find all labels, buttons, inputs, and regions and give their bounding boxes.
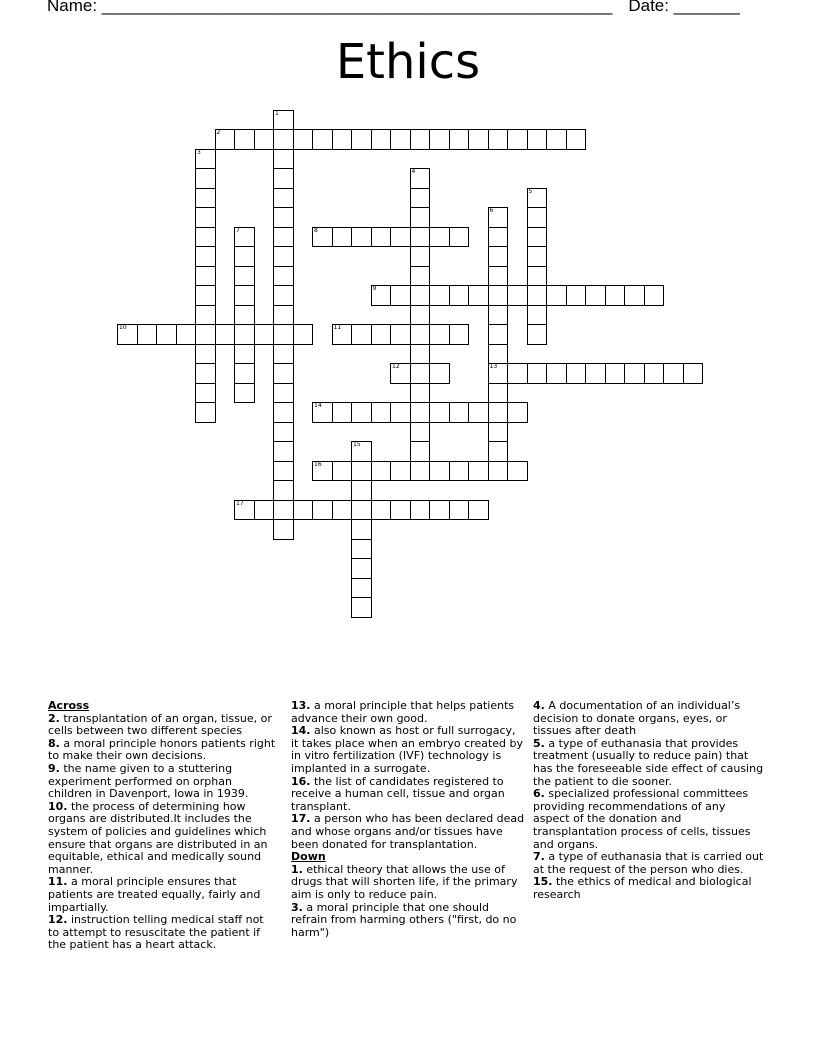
grid-cell[interactable] <box>195 227 216 248</box>
grid-cell[interactable] <box>410 441 431 462</box>
clue-number: 15 <box>353 441 361 448</box>
clue-number: 7 <box>236 226 240 234</box>
grid-cell[interactable] <box>273 149 294 170</box>
clue-number: 3 <box>197 148 201 156</box>
across-heading: Across <box>48 699 90 712</box>
grid-cell[interactable] <box>176 324 197 345</box>
grid-cell[interactable] <box>488 461 509 482</box>
clue-number: 8 <box>314 226 318 234</box>
grid-cell[interactable] <box>488 305 509 326</box>
grid-cell[interactable] <box>429 500 450 521</box>
grid-cell[interactable] <box>488 285 509 306</box>
grid-cell[interactable] <box>390 227 411 248</box>
grid-cell[interactable] <box>527 285 548 306</box>
grid-cell[interactable] <box>273 402 294 423</box>
grid-cell[interactable] <box>195 149 216 170</box>
grid-cell[interactable] <box>371 324 392 345</box>
grid-cell[interactable] <box>156 324 177 345</box>
grid-cell[interactable] <box>195 246 216 267</box>
grid-cell[interactable] <box>410 285 431 306</box>
grid-cell[interactable] <box>195 168 216 189</box>
grid-cell[interactable] <box>566 285 587 306</box>
grid-cell[interactable] <box>371 402 392 423</box>
grid-cell[interactable] <box>410 402 431 423</box>
grid-cell[interactable] <box>351 539 372 560</box>
grid-cell[interactable] <box>410 207 431 228</box>
grid-cell[interactable] <box>410 266 431 287</box>
clue-number: 1 <box>275 109 279 117</box>
grid-cell[interactable] <box>488 422 509 443</box>
grid-cell[interactable] <box>390 285 411 306</box>
clue-down-1: 1. ethical theory that allows the use of drugs that will shorten life, if the primary aim is only to reduce pain. <box>291 862 518 901</box>
grid-cell[interactable] <box>332 402 353 423</box>
name-field[interactable]: Name: ______________________________________________________ <box>47 0 613 15</box>
grid-cell[interactable] <box>312 461 333 482</box>
grid-cell[interactable] <box>527 227 548 248</box>
grid-cell[interactable] <box>488 266 509 287</box>
clue-number: 2 <box>216 129 221 136</box>
grid-cell[interactable] <box>273 188 294 209</box>
grid-cell[interactable] <box>449 402 470 423</box>
grid-cell[interactable] <box>390 363 411 384</box>
grid-cell[interactable] <box>449 227 470 248</box>
grid-cell[interactable] <box>351 597 372 618</box>
grid-cell[interactable] <box>410 227 431 248</box>
grid-cell[interactable] <box>585 285 606 306</box>
grid-cell[interactable] <box>429 227 450 248</box>
grid-cell[interactable] <box>449 285 470 306</box>
date-field[interactable]: Date: _______ <box>628 0 740 15</box>
grid-cell[interactable] <box>449 461 470 482</box>
grid-cell[interactable] <box>468 461 489 482</box>
grid-cell[interactable] <box>273 246 294 267</box>
clue-across-12: 12. instruction telling medical staff not to attempt to resuscitate the patient if the patient has a heart attack. <box>48 913 264 952</box>
clue-number: 13 <box>489 363 498 370</box>
grid-cell[interactable] <box>449 500 470 521</box>
grid-cell[interactable] <box>663 363 684 384</box>
grid-cell[interactable] <box>449 324 470 345</box>
grid-cell[interactable] <box>293 129 314 150</box>
grid-cell[interactable] <box>527 207 548 228</box>
clue-number: 9 <box>372 285 377 292</box>
grid-cell[interactable] <box>234 500 255 521</box>
grid-cell[interactable] <box>234 246 255 267</box>
clue-across-16: 16. the list of candidates registered to receive a human cell, tissue and organ transplant. <box>291 774 505 813</box>
grid-cell[interactable] <box>468 285 489 306</box>
page-title: Ethics <box>335 34 481 90</box>
grid-cell[interactable] <box>195 285 216 306</box>
grid-cell[interactable] <box>507 461 528 482</box>
clue-down-15: 15. the ethics of medical and biological research <box>533 875 752 901</box>
grid-cell[interactable] <box>468 402 489 423</box>
grid-cell[interactable] <box>410 305 431 326</box>
grid-cell[interactable] <box>273 207 294 228</box>
grid-cell[interactable] <box>507 363 528 384</box>
clue-number: 12 <box>392 363 400 370</box>
grid-cell[interactable] <box>273 227 294 248</box>
clue-down-6: 6. specialized professional committees providing recommendations of any aspect of the donation and transplantation process of cells, tissues and organs. <box>533 787 751 851</box>
grid-cell[interactable] <box>273 519 294 540</box>
grid-cell[interactable] <box>215 324 236 345</box>
grid-cell[interactable] <box>605 285 626 306</box>
grid-cell[interactable] <box>683 363 704 384</box>
grid-cell[interactable] <box>312 129 333 150</box>
grid-cell[interactable] <box>507 402 528 423</box>
grid-cell[interactable] <box>527 246 548 267</box>
grid-cell[interactable] <box>117 324 138 345</box>
clue-across-17: 17. a person who has been declared dead and whose organs and/or tissues have been donated for transplantation. <box>291 812 525 851</box>
grid-cell[interactable] <box>351 519 372 540</box>
clue-down-3: 3. a moral principle that one should refrain from harming others ("first, do no harm") <box>291 900 517 939</box>
grid-cell[interactable] <box>234 266 255 287</box>
grid-cell[interactable] <box>507 129 528 150</box>
grid-cell[interactable] <box>137 324 158 345</box>
grid-cell[interactable] <box>527 129 548 150</box>
grid-cell[interactable] <box>351 324 372 345</box>
grid-cell[interactable] <box>390 500 411 521</box>
grid-cell[interactable] <box>429 324 450 345</box>
grid-cell[interactable] <box>273 266 294 287</box>
grid-cell[interactable] <box>195 266 216 287</box>
grid-cell[interactable] <box>351 129 372 150</box>
grid-cell[interactable] <box>371 500 392 521</box>
grid-cell[interactable] <box>546 129 567 150</box>
grid-cell[interactable] <box>351 500 372 521</box>
grid-cell[interactable] <box>273 129 294 150</box>
grid-cell[interactable] <box>234 363 255 384</box>
clue-number: 4 <box>411 168 416 175</box>
grid-cell[interactable] <box>429 363 450 384</box>
grid-cell[interactable] <box>527 305 548 326</box>
grid-cell[interactable] <box>566 363 587 384</box>
grid-cell[interactable] <box>410 129 431 150</box>
grid-cell[interactable] <box>332 324 353 345</box>
grid-cell[interactable] <box>332 227 353 248</box>
grid-cell[interactable] <box>273 363 294 384</box>
grid-cell[interactable] <box>195 344 216 365</box>
grid-cell[interactable] <box>332 461 353 482</box>
grid-cell[interactable] <box>546 363 567 384</box>
grid-cell[interactable] <box>410 363 431 384</box>
grid-cell[interactable] <box>390 324 411 345</box>
clue-number: 6 <box>489 207 494 214</box>
grid-cell[interactable] <box>312 500 333 521</box>
grid-cell[interactable] <box>488 129 509 150</box>
grid-cell[interactable] <box>234 324 255 345</box>
grid-cell[interactable] <box>429 285 450 306</box>
grid-cell[interactable] <box>410 168 431 189</box>
grid-cell[interactable] <box>234 227 255 248</box>
grid-cell[interactable] <box>234 383 255 404</box>
grid-cell[interactable] <box>273 305 294 326</box>
grid-cell[interactable] <box>410 422 431 443</box>
grid-cell[interactable] <box>566 129 587 150</box>
grid-cell[interactable] <box>371 285 392 306</box>
clue-down-7: 7. a type of euthanasia that is carried out at the request of the person who dies. <box>533 850 764 876</box>
grid-cell[interactable] <box>644 285 665 306</box>
grid-cell[interactable] <box>312 227 333 248</box>
grid-cell[interactable] <box>371 129 392 150</box>
clue-across-2: 2. transplantation of an organ, tissue, or cells between two different species <box>48 711 272 738</box>
clue-column-3 <box>533 700 765 902</box>
grid-cell[interactable] <box>410 500 431 521</box>
grid-cell[interactable] <box>351 227 372 248</box>
grid-cell[interactable] <box>624 363 645 384</box>
grid-cell[interactable] <box>488 402 509 423</box>
grid-cell[interactable] <box>449 129 470 150</box>
clue-number: 11 <box>333 324 342 331</box>
grid-cell[interactable] <box>332 500 353 521</box>
grid-cell[interactable] <box>527 188 548 209</box>
grid-cell[interactable] <box>254 500 275 521</box>
clue-across-10: 10. the process of determining how organs are distributed.It includes the system of policies and guidelines which ensure that organs are distributed in an equitable, ethical and medically sound manner. <box>48 799 268 876</box>
grid-cell[interactable] <box>468 129 489 150</box>
grid-cell[interactable] <box>273 461 294 482</box>
grid-cell[interactable] <box>195 383 216 404</box>
grid-cell[interactable] <box>546 285 567 306</box>
grid-cell[interactable] <box>410 324 431 345</box>
grid-cell[interactable] <box>234 344 255 365</box>
grid-cell[interactable] <box>488 344 509 365</box>
grid-cell[interactable] <box>351 558 372 579</box>
grid-cell[interactable] <box>585 363 606 384</box>
grid-cell[interactable] <box>312 402 333 423</box>
grid-cell[interactable] <box>215 129 236 150</box>
grid-cell[interactable] <box>527 363 548 384</box>
grid-cell[interactable] <box>429 129 450 150</box>
grid-cell[interactable] <box>293 500 314 521</box>
grid-cell[interactable] <box>195 324 216 345</box>
grid-cell[interactable] <box>371 461 392 482</box>
grid-cell[interactable] <box>488 207 509 228</box>
grid-cell[interactable] <box>410 246 431 267</box>
grid-cell[interactable] <box>273 110 294 131</box>
grid-cell[interactable] <box>507 285 528 306</box>
grid-cell[interactable] <box>293 324 314 345</box>
grid-cell[interactable] <box>410 383 431 404</box>
clue-number: 16 <box>314 460 322 468</box>
grid-cell[interactable] <box>429 402 450 423</box>
clue-number: 5 <box>528 187 533 195</box>
grid-cell[interactable] <box>527 266 548 287</box>
grid-cell[interactable] <box>254 129 275 150</box>
grid-cell[interactable] <box>488 383 509 404</box>
grid-cell[interactable] <box>351 461 372 482</box>
grid-cell[interactable] <box>605 363 626 384</box>
grid-cell[interactable] <box>468 500 489 521</box>
grid-cell[interactable] <box>429 461 450 482</box>
grid-cell[interactable] <box>488 324 509 345</box>
grid-cell[interactable] <box>488 246 509 267</box>
grid-cell[interactable] <box>195 188 216 209</box>
grid-cell[interactable] <box>410 188 431 209</box>
grid-cell[interactable] <box>410 344 431 365</box>
grid-cell[interactable] <box>644 363 665 384</box>
clue-number: 10 <box>119 324 127 331</box>
grid-cell[interactable] <box>624 285 645 306</box>
grid-cell[interactable] <box>410 461 431 482</box>
grid-cell[interactable] <box>254 324 275 345</box>
grid-cell[interactable] <box>273 383 294 404</box>
clue-down-5: 5. a type of euthanasia that provides treatment (usually to reduce pain) that has the foreseeable side effect of causing the patient to die sooner. <box>533 736 764 788</box>
grid-cell[interactable] <box>273 168 294 189</box>
grid-cell[interactable] <box>195 363 216 384</box>
grid-cell[interactable] <box>351 578 372 599</box>
clue-number: 14 <box>314 402 322 409</box>
grid-cell[interactable] <box>273 344 294 365</box>
grid-cell[interactable] <box>390 461 411 482</box>
grid-cell[interactable] <box>273 441 294 462</box>
clue-across-9: 9. the name given to a stuttering experiment performed on orphan children in Davenport, Iowa in 1939. <box>48 761 249 801</box>
clue-across-11: 11. a moral principle ensures that patients are treated equally, fairly and impartially. <box>48 875 261 914</box>
grid-cell[interactable] <box>273 500 294 521</box>
clue-down-4: 4. A documentation of an individual’s decision to donate organs, eyes, or tissues after death <box>533 699 741 738</box>
grid-cell[interactable] <box>527 324 548 345</box>
grid-cell[interactable] <box>390 129 411 150</box>
clue-across-14: 14. also known as host or full surrogacy, it takes place when an embryo created by in vitro fertilization (IVF) technology is implanted in a surrogate. <box>291 724 524 775</box>
clue-across-8: 8. a moral principle honors patients right to make their own decisions. <box>48 736 276 763</box>
grid-cell[interactable] <box>332 129 353 150</box>
grid-cell[interactable] <box>273 324 294 345</box>
down-heading: Down <box>291 850 326 864</box>
grid-cell[interactable] <box>273 285 294 306</box>
grid-cell[interactable] <box>234 305 255 326</box>
grid-cell[interactable] <box>234 129 255 150</box>
grid-cell[interactable] <box>195 207 216 228</box>
grid-cell[interactable] <box>351 402 372 423</box>
grid-cell[interactable] <box>351 441 372 462</box>
clue-number: 17 <box>236 499 244 507</box>
clue-column-1 <box>48 700 278 952</box>
grid-cell[interactable] <box>234 285 255 306</box>
grid-cell[interactable] <box>390 402 411 423</box>
grid-cell[interactable] <box>488 227 509 248</box>
grid-cell[interactable] <box>488 363 509 384</box>
clue-column-2 <box>291 700 525 939</box>
grid-cell[interactable] <box>195 402 216 423</box>
grid-cell[interactable] <box>273 480 294 501</box>
clue-across-13: 13. a moral principle that helps patients advance their own good. <box>291 699 515 725</box>
grid-cell[interactable] <box>195 305 216 326</box>
grid-cell[interactable] <box>488 441 509 462</box>
grid-cell[interactable] <box>371 227 392 248</box>
grid-cell[interactable] <box>273 422 294 443</box>
grid-cell[interactable] <box>351 480 372 501</box>
